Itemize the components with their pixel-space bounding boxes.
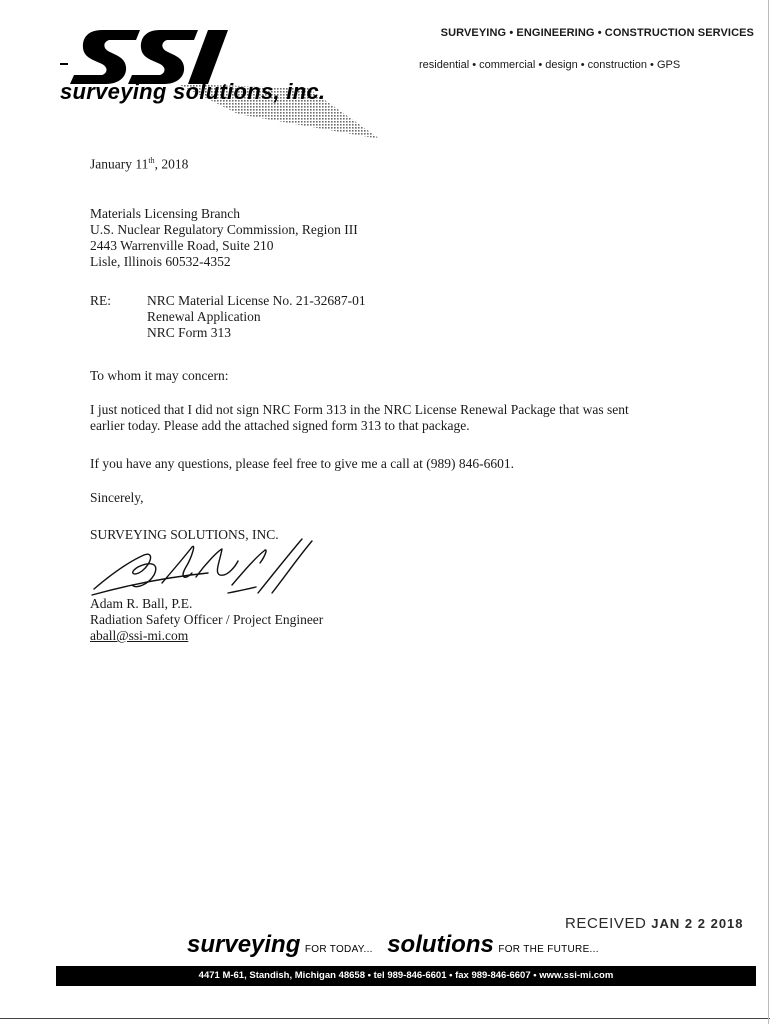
signer-email-link[interactable]: aball@ssi-mi.com <box>90 628 189 643</box>
closing: Sincerely, <box>90 490 144 505</box>
letterhead-services: residential • commercial • design • construction • GPS <box>419 59 681 71</box>
recipient-line: 2443 Warrenville Road, Suite 210 <box>90 238 274 253</box>
page-bottom-edge <box>0 1018 770 1019</box>
signer-block <box>90 596 323 644</box>
recipient-address <box>90 206 358 270</box>
signature <box>88 533 318 605</box>
recipient-line: Materials Licensing Branch <box>90 206 240 221</box>
recipient-line: U.S. Nuclear Regulatory Commission, Region III <box>90 222 358 237</box>
received-stamp-date: JAN 2 2 2018 <box>651 916 744 931</box>
received-stamp <box>565 915 744 932</box>
re-subject <box>147 293 366 341</box>
re-line: NRC Form 313 <box>147 325 232 340</box>
salutation: To whom it may concern: <box>90 368 229 383</box>
re-label: RE: <box>90 293 112 308</box>
re-line: NRC Material License No. 21-32687-01 <box>147 293 366 308</box>
logo-wordmark: surveying solutions, inc. <box>60 79 326 104</box>
recipient-line: Lisle, Illinois 60532-4352 <box>90 254 231 269</box>
body-paragraph-2: If you have any questions, please feel free to give me a call at (989) 846-6601. <box>90 456 514 471</box>
letter-date: January 11th, 2018 <box>90 156 189 172</box>
signer-title: Radiation Safety Officer / Project Engineer <box>90 612 324 627</box>
re-line: Renewal Application <box>147 309 261 324</box>
footer-slogan: surveying FOR TODAY... solutions FOR THE FUTURE... <box>187 931 599 958</box>
logo-ssi-mark <box>70 30 228 84</box>
footer-contact-bar: 4471 M-61, Standish, Michigan 48658 • tel 989-846-6601 • fax 989-846-6607 • www.ssi-mi.com <box>56 966 756 986</box>
company-name: SURVEYING SOLUTIONS, INC. <box>90 527 279 542</box>
company-logo <box>58 22 388 140</box>
received-stamp-label: RECEIVED <box>565 915 647 932</box>
page-right-edge <box>768 0 769 1024</box>
body-paragraph-1: I just noticed that I did not sign NRC Form 313 in the NRC License Renewal Package that was sent earlier today. Please add the attached signed form 313 to that package. <box>90 402 629 433</box>
letterhead-tagline: SURVEYING • ENGINEERING • CONSTRUCTION SERVICES <box>440 27 754 39</box>
signer-name: Adam R. Ball, P.E. <box>90 596 193 611</box>
